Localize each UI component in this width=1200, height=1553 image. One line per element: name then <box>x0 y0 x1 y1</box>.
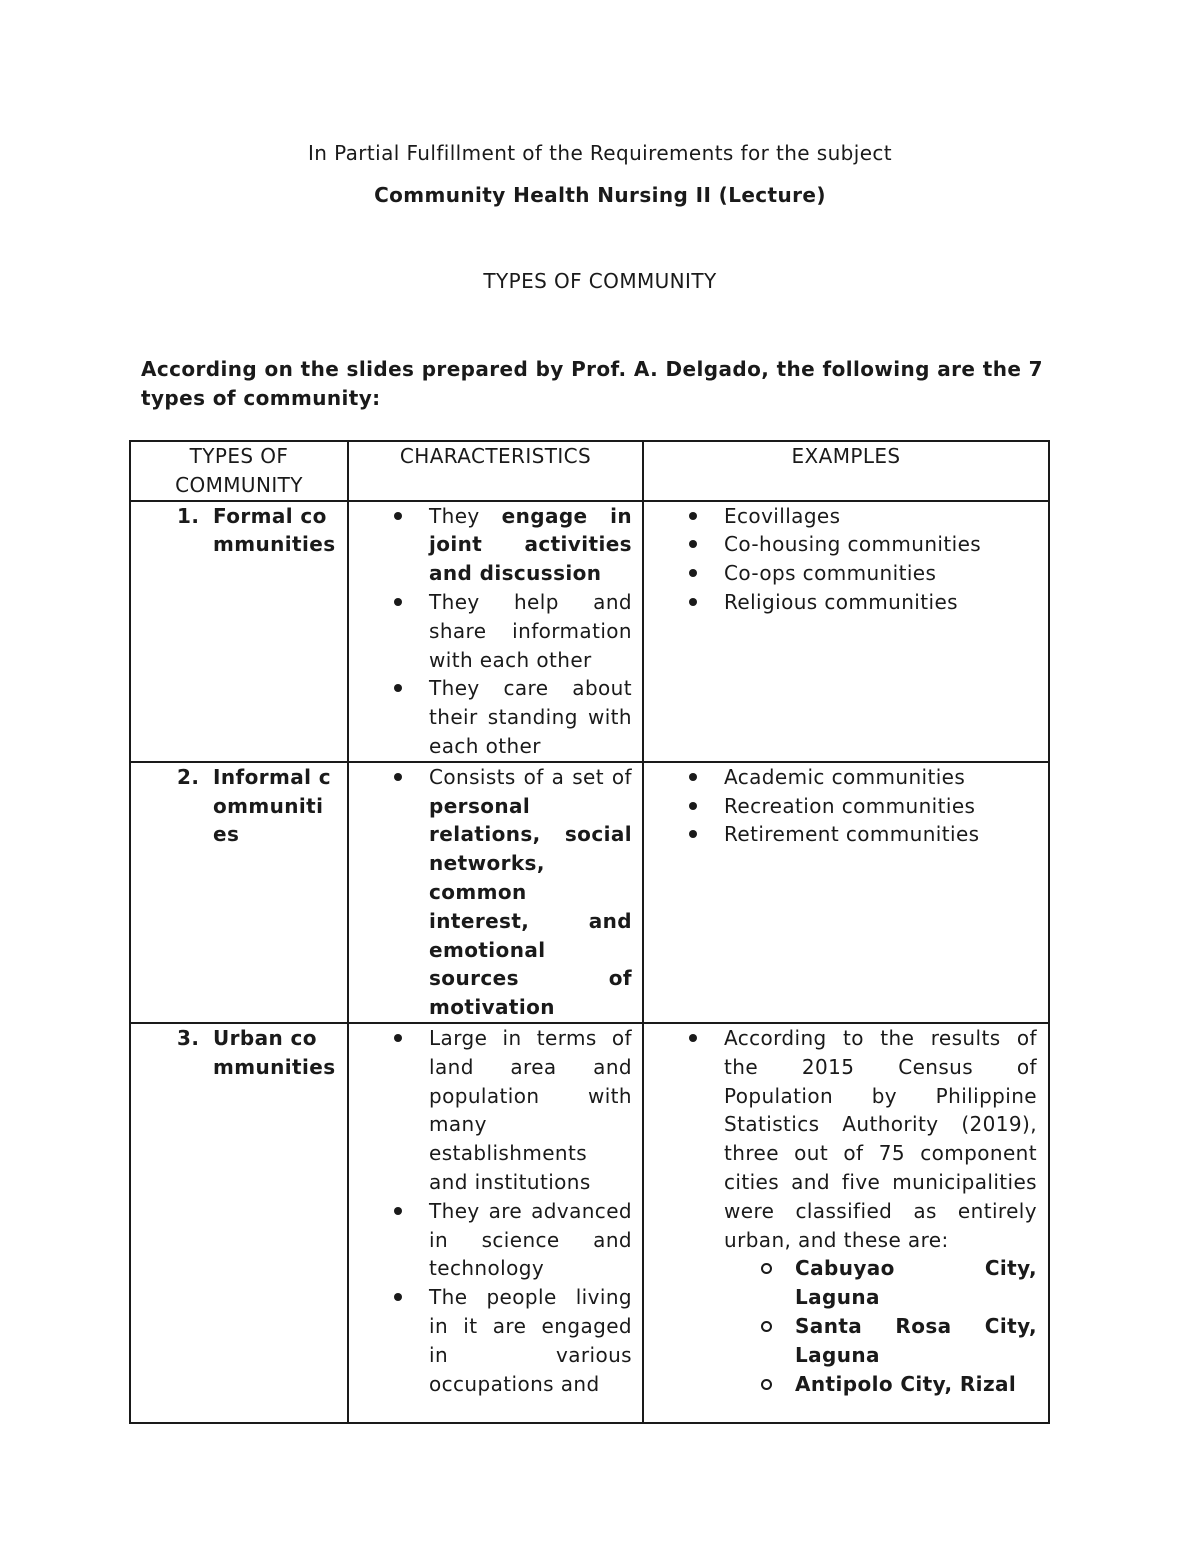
list-item <box>429 588 632 674</box>
bullet-icon <box>394 773 402 781</box>
sub-list-item <box>795 1312 1037 1370</box>
bullet-icon <box>394 512 402 520</box>
type-cell <box>130 501 348 762</box>
item-text: The people living in it are engaged in various occupations and <box>429 1285 632 1396</box>
bullet-icon <box>689 773 697 781</box>
community-types-table <box>129 440 1050 1424</box>
type-number: 2. <box>177 764 200 789</box>
type-name: Urban communities <box>213 1025 336 1079</box>
list-item <box>724 763 1037 792</box>
bullet-icon <box>689 802 697 810</box>
bullet-icon <box>394 1293 402 1301</box>
item-text: They <box>429 503 502 528</box>
examples-cell <box>643 1023 1049 1423</box>
item-text: They care about their standing with each other <box>429 676 632 758</box>
intro-paragraph: According on the slides prepared by Prof. A. Delgado, the following are the 7 types of community: <box>141 357 1043 410</box>
list-item <box>724 588 1037 617</box>
table-row <box>130 762 1049 1023</box>
bullet-icon <box>394 1207 402 1215</box>
list-item <box>429 763 632 1022</box>
type-cell <box>130 762 348 1023</box>
item-text: Ecovillages <box>724 503 841 528</box>
list-item <box>429 1197 632 1283</box>
bullet-icon <box>689 598 697 606</box>
item-text: Santa Rosa City, Laguna <box>795 1313 1037 1367</box>
circle-bullet-icon <box>761 1379 772 1390</box>
header-characteristics: CHARACTERISTICS <box>348 441 643 501</box>
item-text: Academic communities <box>724 764 966 789</box>
bullet-icon <box>689 830 697 838</box>
item-text: Large in terms of land area and population with many establishments and institutions <box>429 1025 632 1194</box>
item-text: Consists of a set of <box>429 764 632 789</box>
fulfillment-line: In Partial Fulfillment of the Requirements for the subject <box>307 141 893 165</box>
table-header-row <box>130 441 1049 501</box>
bullet-icon <box>394 684 402 692</box>
item-text-bold: personal relations, social networks, common interest, and emotional sources of motivation <box>429 793 632 1020</box>
characteristics-cell <box>348 501 643 762</box>
circle-bullet-icon <box>761 1263 772 1274</box>
list-item <box>724 502 1037 531</box>
item-text-bold: engage in joint activities and discussion <box>429 503 633 586</box>
item-text: According to the results of the 2015 Census of Population by Philippine Statistics Authority (2019), three out of 75 component cities and five municipalities were classified as entirely urban, and these are: <box>724 1025 1037 1252</box>
type-name: Formal communities <box>213 503 336 557</box>
list-item <box>724 559 1037 588</box>
bullet-icon <box>689 540 697 548</box>
bullet-icon <box>394 1034 402 1042</box>
characteristics-cell <box>348 1023 643 1423</box>
type-number: 3. <box>177 1025 200 1050</box>
type-number: 1. <box>177 503 200 528</box>
item-text: They help and share information with each other <box>429 589 632 672</box>
header-examples: EXAMPLES <box>643 441 1049 501</box>
table-row <box>130 1023 1049 1423</box>
item-text: Co-housing communities <box>724 532 982 557</box>
list-item <box>429 674 632 760</box>
page-title: TYPES OF COMMUNITY <box>483 269 717 293</box>
list-item <box>724 820 1037 849</box>
examples-cell <box>643 762 1049 1023</box>
list-item <box>724 792 1037 821</box>
circle-bullet-icon <box>761 1321 772 1332</box>
item-text: They are advanced in science and technology <box>429 1198 632 1281</box>
list-item <box>724 530 1037 559</box>
list-item <box>724 1024 1037 1398</box>
bullet-icon <box>394 598 402 606</box>
type-cell <box>130 1023 348 1423</box>
item-text: Retirement communities <box>724 822 980 847</box>
sub-list-item <box>795 1370 1037 1399</box>
bullet-icon <box>689 569 697 577</box>
list-item <box>429 1024 632 1197</box>
bullet-icon <box>689 1034 697 1042</box>
sub-list-item <box>795 1254 1037 1312</box>
item-text: Co-ops communities <box>724 561 937 586</box>
item-text: Religious communities <box>724 589 958 614</box>
type-name: Informal communities <box>213 764 331 847</box>
header-types: TYPES OF COMMUNITY <box>130 441 348 501</box>
item-text: Antipolo City, Rizal <box>795 1371 1017 1396</box>
table-row <box>130 501 1049 762</box>
subject-title: Community Health Nursing II (Lecture) <box>374 183 826 207</box>
bullet-icon <box>689 512 697 520</box>
characteristics-cell <box>348 762 643 1023</box>
item-text: Cabuyao City, Laguna <box>795 1256 1037 1310</box>
examples-cell <box>643 501 1049 762</box>
list-item <box>429 502 632 588</box>
item-text: Recreation communities <box>724 793 976 818</box>
list-item <box>429 1283 632 1398</box>
